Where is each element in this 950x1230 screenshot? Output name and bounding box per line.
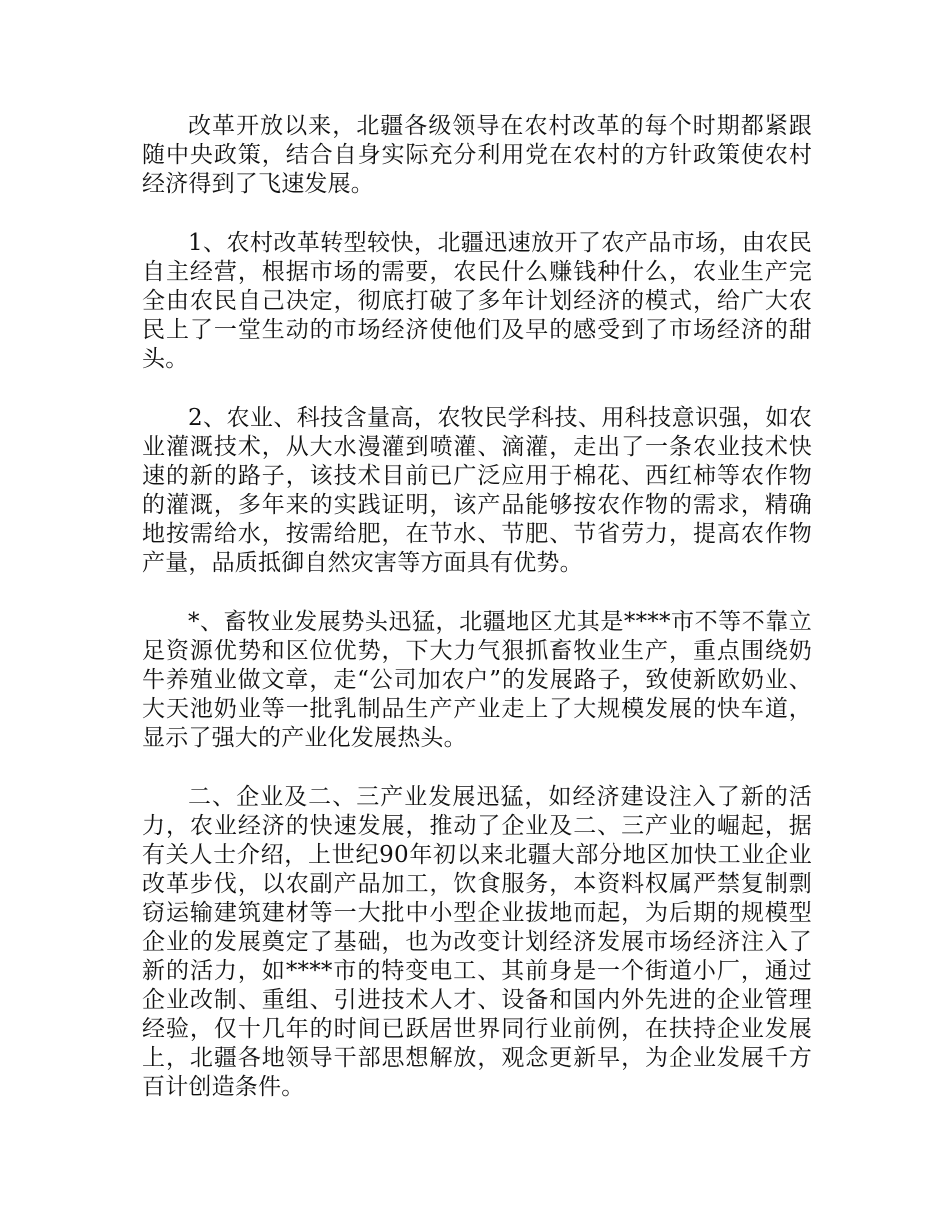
document-body <box>142 112 812 1102</box>
paragraph-animal-husbandry: *、畜牧业发展势头迅猛，北疆地区尤其是****市不等不靠立足资源优势和区位优势，下大力气狠抓畜牧业生产，重点围绕奶牛养殖业做文章，走“公司加农户”的发展路子，致使新欧奶业、大天池奶业等一批乳制品生产产业走上了大规模发展的快车道，显示了强大的产业化发展热头。 <box>142 609 812 751</box>
paragraph-agri-technology: 2、农业、科技含量高，农牧民学科技、用科技意识强，如农业灌溉技术，从大水漫灌到喷灌、滴灌，走出了一条农业技术快速的新的路子，该技术目前已广泛应用于棉花、西红柿等农作物的灌溉，多年来的实践证明，该产品能够按农作物的需求，精确地按需给水，按需给肥，在节水、节肥、节省劳力，提高农作物产量，品质抵御自然灾害等方面具有优势。 <box>142 405 812 576</box>
paragraph-enterprise-development: 二、企业及二、三产业发展迅猛，如经济建设注入了新的活力，农业经济的快速发展，推动了企业及二、三产业的崛起，据有关人士介绍，上世纪90年初以来北疆大部分地区加快工业企业改革步伐，以农副产品加工，饮食服务，本资料权属严禁复制剽窃运输建筑建材等一大批中小型企业拔地而起，为后期的规模型企业的发展奠定了基础，也为改变计划经济发展市场经济注入了新的活力，如****市的特变电工、其前身是一个街道小厂，通过企业改制、重组、引进技术人才、设备和国内外先进的企业管理经验，仅十几年的时间已跃居世界同行业前例，在扶持企业发展上，北疆各地领导干部思想解放，观念更新早，为企业发展千方百计创造条件。 <box>142 784 812 1100</box>
paragraph-intro: 改革开放以来，北疆各级领导在农村改革的每个时期都紧跟随中央政策，结合自身实际充分利用党在农村的方针政策使农村经济得到了飞速发展。 <box>142 113 812 197</box>
paragraph-rural-reform: 1、农村改革转型较快，北疆迅速放开了农产品市场，由农民自主经营，根据市场的需要，农民什么赚钱种什么，农业生产完全由农民自己决定，彻底打破了多年计划经济的模式，给广大农民上了一堂生动的市场经济使他们及早的感受到了市场经济的甜头。 <box>142 230 812 372</box>
